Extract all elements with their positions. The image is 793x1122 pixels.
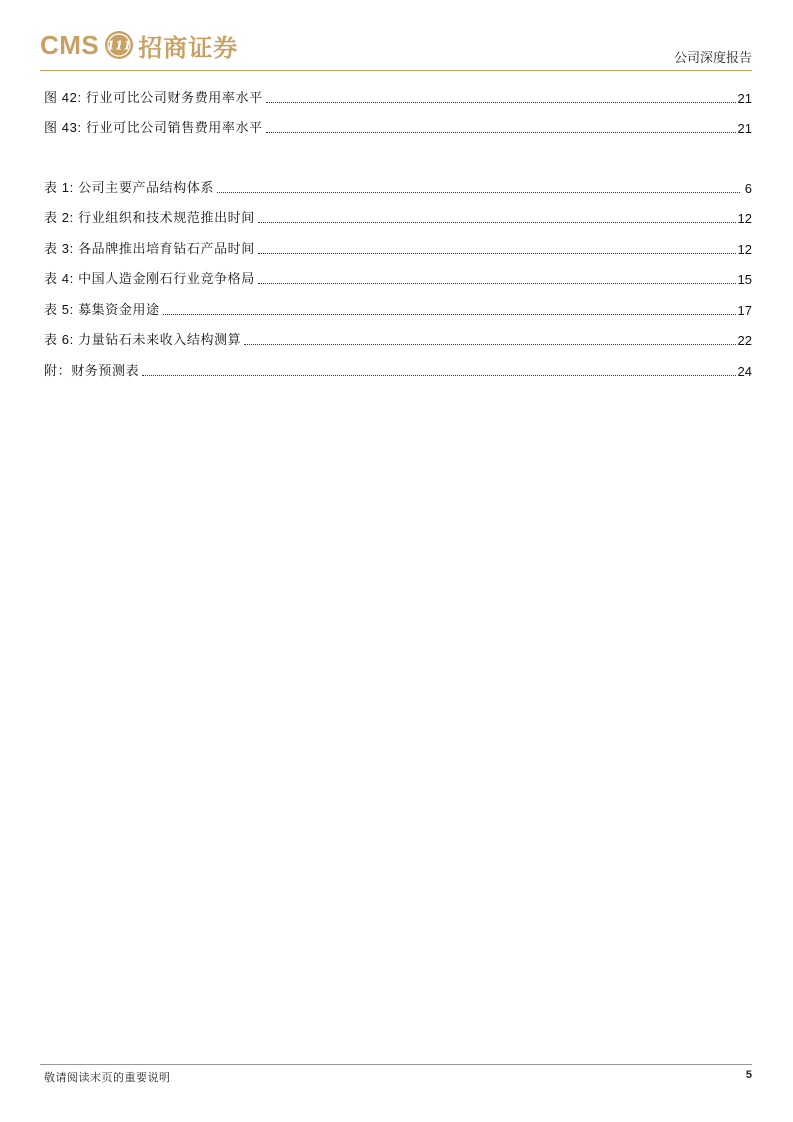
footer-divider bbox=[40, 1064, 752, 1065]
toc-leader-dots bbox=[163, 314, 736, 315]
logo-emblem-icon bbox=[104, 30, 134, 60]
toc-entry-label: 附：财务预测表 bbox=[44, 363, 140, 378]
logo-emblem-text: 111 bbox=[106, 38, 132, 53]
toc-entry-table-2[interactable] bbox=[44, 208, 752, 226]
toc-leader-dots bbox=[244, 344, 735, 345]
toc-entry-page: 6 bbox=[744, 181, 752, 196]
toc-entry-page: 21 bbox=[737, 91, 752, 106]
toc-entry-table-4[interactable] bbox=[44, 269, 752, 287]
toc-leader-dots bbox=[258, 283, 736, 284]
toc-entry-label: 表 4: 中国人造金刚石行业竞争格局 bbox=[44, 271, 255, 286]
toc-entry-label: 表 1: 公司主要产品结构体系 bbox=[44, 180, 215, 195]
toc-leader-dots bbox=[217, 192, 740, 193]
toc-entry-label: 表 3: 各品牌推出培育钻石产品时间 bbox=[44, 241, 255, 256]
logo-latin-text: CMS bbox=[40, 29, 100, 60]
toc-entry-table-3[interactable] bbox=[44, 239, 752, 257]
toc-entry-page: 15 bbox=[737, 272, 752, 287]
logo-chinese-text: 招商证券 bbox=[138, 32, 239, 62]
toc-leader-dots bbox=[266, 132, 736, 133]
toc-entry-page: 17 bbox=[737, 303, 752, 318]
header-divider bbox=[40, 70, 752, 71]
toc-leader-dots bbox=[258, 222, 736, 223]
report-type: 公司深度报告 bbox=[673, 50, 752, 65]
toc-entry-page: 24 bbox=[737, 364, 752, 379]
toc-entry-figure-42[interactable] bbox=[44, 88, 752, 106]
page-number: 5 bbox=[745, 1069, 752, 1081]
toc-entry-appendix[interactable] bbox=[44, 361, 752, 379]
toc-entry-table-5[interactable] bbox=[44, 300, 752, 318]
footer-disclaimer: 敬请阅读末页的重要说明 bbox=[44, 1072, 171, 1084]
toc-entry-label: 图 43: 行业可比公司销售费用率水平 bbox=[44, 120, 263, 135]
toc-leader-dots bbox=[258, 253, 736, 254]
toc-entry-page: 12 bbox=[737, 242, 752, 257]
toc-entry-label: 表 2: 行业组织和技术规范推出时间 bbox=[44, 210, 255, 225]
toc-entry-figure-43[interactable] bbox=[44, 118, 752, 136]
toc-leader-dots bbox=[142, 375, 735, 376]
toc-entry-label: 表 5: 募集资金用途 bbox=[44, 302, 160, 317]
toc-entry-page: 21 bbox=[737, 121, 752, 136]
company-logo bbox=[40, 28, 238, 62]
toc-entry-table-1[interactable] bbox=[44, 178, 752, 196]
page-header bbox=[40, 28, 752, 70]
toc-entry-page: 22 bbox=[737, 333, 752, 348]
toc-entry-label: 表 6: 力量钻石未来收入结构测算 bbox=[44, 332, 242, 347]
toc-leader-dots bbox=[266, 102, 736, 103]
toc-entry-page: 12 bbox=[737, 211, 752, 226]
toc-entry-table-6[interactable] bbox=[44, 330, 752, 348]
toc-entry-label: 图 42: 行业可比公司财务费用率水平 bbox=[44, 90, 263, 105]
